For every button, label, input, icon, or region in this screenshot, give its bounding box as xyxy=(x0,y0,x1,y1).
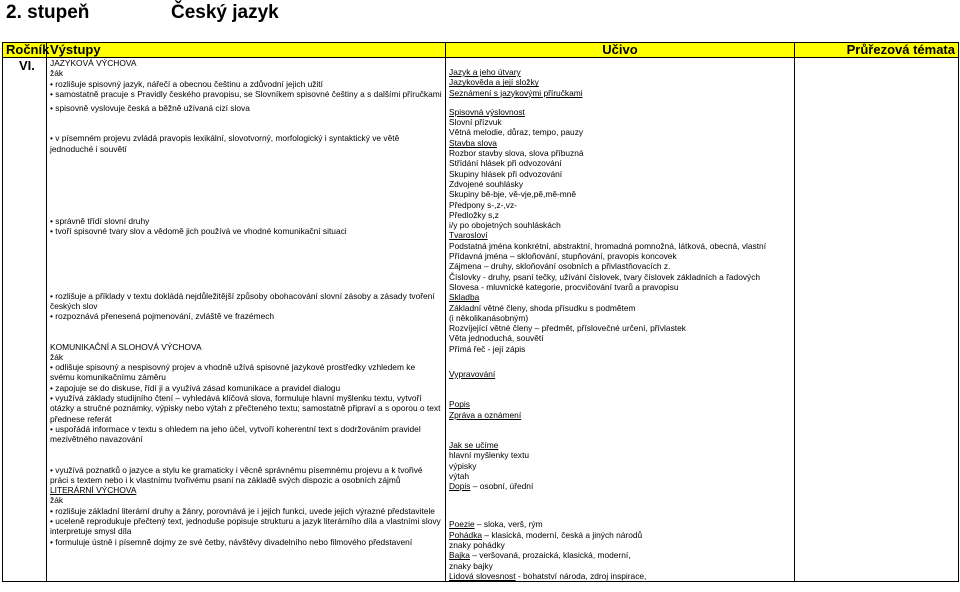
section-heading: LITERÁRNÍ VÝCHOVA xyxy=(50,485,137,496)
curriculum-item: Pohádka – klasická, moderní, česká a jiných národů xyxy=(449,529,643,540)
curriculum-item: výpisky xyxy=(449,460,477,471)
outcome-item: • uceleně reprodukuje přečtený text, jednoduše popisuje strukturu a jazyk literárního díla a vlastními slovy interpretuje smysl díla xyxy=(50,516,442,537)
outcome-item: • zapojuje se do diskuse, řídí ji a využívá zásad komunikace a pravidel dialogu xyxy=(50,383,442,393)
curriculum-item: Popis xyxy=(449,399,470,410)
curriculum-item: hlavní myšlenky textu xyxy=(449,450,530,461)
curriculum-item: Rozbor stavby slova, slova příbuzná xyxy=(449,148,584,159)
grade-level-title: 2. stupeň xyxy=(6,2,90,23)
curriculum-item: Poezie – sloka, verš, rým xyxy=(449,519,543,530)
curriculum-item: Podstatná jména konkrétní, abstraktní, hromadná pomnožná, látková, obecná, vlastní xyxy=(449,240,767,251)
header-outcomes: Výstupy xyxy=(47,43,446,58)
curriculum-item: Zdvojené souhlásky xyxy=(449,178,524,189)
curriculum-item: Větná melodie, důraz, tempo, pauzy xyxy=(449,127,584,138)
curriculum-item: Slovní přízvuk xyxy=(449,117,502,128)
curriculum-item: Rozvíjející větné členy – předmět, příslovečné určení, přívlastek xyxy=(449,323,686,334)
curriculum-item: Skupiny hlásek při odvozování xyxy=(449,168,563,179)
curriculum-item: Slovesa - mluvnické kategorie, procvičování tvarů a pravopisu xyxy=(449,281,679,292)
outcome-item: • správně třídí slovní druhy xyxy=(50,216,442,226)
outcomes-cell xyxy=(47,58,446,582)
curriculum-item: Lidová slovesnost - bohatství národa, zdroj inspirace, xyxy=(449,570,647,581)
page-title xyxy=(6,2,279,24)
curriculum-item: i/y po obojetných souhláskách xyxy=(449,220,561,231)
section-heading: JAZYKOVÁ VÝCHOVA xyxy=(50,58,137,68)
header-grade: Ročník xyxy=(3,43,47,58)
curriculum-item: Seznámení s jazykovými příručkami xyxy=(449,87,583,98)
table-header-row xyxy=(3,43,959,58)
curriculum-item: výtah xyxy=(449,470,470,481)
curriculum-item: Jazykověda a její složky xyxy=(449,77,539,88)
subject-title: Český jazyk xyxy=(171,2,279,23)
pupil-label: žák xyxy=(50,351,64,362)
curriculum-item: (i několikanásobným) xyxy=(449,312,529,323)
curriculum-item: znaky bajky xyxy=(449,560,493,571)
header-curriculum: Učivo xyxy=(446,43,795,58)
outcome-item: • spisovně vyslovuje česká a běžně užívaná cizí slova xyxy=(50,103,442,113)
table-row xyxy=(3,58,959,582)
curriculum-item: Spisovná výslovnost xyxy=(449,106,525,117)
outcome-item: • v písemném projevu zvládá pravopis lexikální, slovotvorný, morfologický i syntaktický ve větě jednoduché i souvětí xyxy=(50,133,442,154)
pupil-label: žák xyxy=(50,68,64,79)
curriculum-item: Tvarosloví xyxy=(449,230,488,241)
outcome-item: • využívá základy studijního čtení – vyhledává klíčová slova, formuluje hlavní myšlenku textu, vytvoří otázky a stručné poznámky, výpisky nebo výtah z přečteného textu; samostatně připraví a s oporou o text přednese referát xyxy=(50,393,442,424)
curriculum-item: Vypravování xyxy=(449,369,496,380)
outcome-item: • tvoří spisovné tvary slov a vědomě jich používá ve vhodné komunikační situaci xyxy=(50,226,442,236)
cross-curricular-cell xyxy=(795,58,959,582)
curriculum-item: Zpráva a oznámení xyxy=(449,409,522,420)
outcome-item: • rozlišuje a příklady v textu dokládá nejdůležitější způsoby obohacování slovní zásoby a zásady tvoření českých slov xyxy=(50,291,442,312)
outcome-item: • rozlišuje spisovný jazyk, nářečí a obecnou češtinu a zdůvodní jejich užití xyxy=(50,79,442,89)
curriculum-item: Zájmena – druhy, skloňování osobních a přivlastňovacích z. xyxy=(449,261,671,272)
curriculum-item: Předpony s-,z-,vz- xyxy=(449,199,517,210)
curriculum-item: Jazyk a jeho útvary xyxy=(449,67,521,77)
curriculum-item: Předložky s,z xyxy=(449,209,499,220)
outcome-item: • rozlišuje základní literární druhy a žánry, porovnává je i jejich funkci, uvede jejich výrazné představitele xyxy=(50,506,442,516)
curriculum-item: znaky pohádky xyxy=(449,539,505,550)
curriculum-item: Číslovky - druhy, psaní tečky, užívání číslovek, tvary číslovek základních a řadových xyxy=(449,271,761,282)
curriculum-item: Skladba xyxy=(449,292,480,303)
grade-cell: VI. xyxy=(3,58,47,582)
outcome-item: • samostatně pracuje s Pravidly českého pravopisu, se Slovníkem spisovné češtiny a s dalšími příručkami xyxy=(50,89,442,99)
section-heading: KOMUNIKAČNÍ A SLOHOVÁ VÝCHOVA xyxy=(50,341,202,352)
outcome-item: • formuluje ústně i písemně dojmy ze své četby, návštěvy divadelního nebo filmového představení xyxy=(50,537,442,547)
curriculum-cell xyxy=(446,58,795,582)
curriculum-item: Střídání hlásek při odvozování xyxy=(449,158,562,169)
outcome-item: • uspořádá informace v textu s ohledem na jeho účel, vytvoří koherentní text s dodržováním pravidel mezivětného navazování xyxy=(50,424,442,445)
outcome-item: • rozpoznává přenesená pojmenování, zvláště ve frazémech xyxy=(50,311,442,321)
curriculum-item: Přídavná jména – skloňování, stupňování, pravopis koncovek xyxy=(449,251,677,262)
curriculum-table xyxy=(2,42,959,582)
header-cross-curricular: Průřezová témata xyxy=(795,43,959,58)
curriculum-item: Dopis – osobní, úřední xyxy=(449,481,534,492)
curriculum-item: Stavba slova xyxy=(449,137,497,148)
curriculum-item: Přímá řeč - její zápis xyxy=(449,343,526,354)
curriculum-item: Základní větné členy, shoda přísudku s podmětem xyxy=(449,302,636,313)
curriculum-item: Jak se učíme xyxy=(449,439,499,450)
pupil-label: žák xyxy=(50,495,64,506)
curriculum-item: Skupiny bě-bje, vě-vje,pě,mě-mně xyxy=(449,189,577,200)
outcome-item: • odlišuje spisovný a nespisovný projev a vhodně užívá spisovné jazykové prostředky vzhledem ke svému komunikačnímu záměru xyxy=(50,362,442,383)
curriculum-item: Bajka – veršovaná, prozaická, klasická, moderní, xyxy=(449,550,631,561)
outcome-item: • využívá poznatků o jazyce a stylu ke gramaticky i věcně správnému písemnému projevu a k tvořivé práci s textem nebo i k vlastnímu tvořivému psaní na základě svých dispozic a osobních zájmů xyxy=(50,465,442,486)
curriculum-item: Věta jednoduchá, souvětí xyxy=(449,333,544,344)
